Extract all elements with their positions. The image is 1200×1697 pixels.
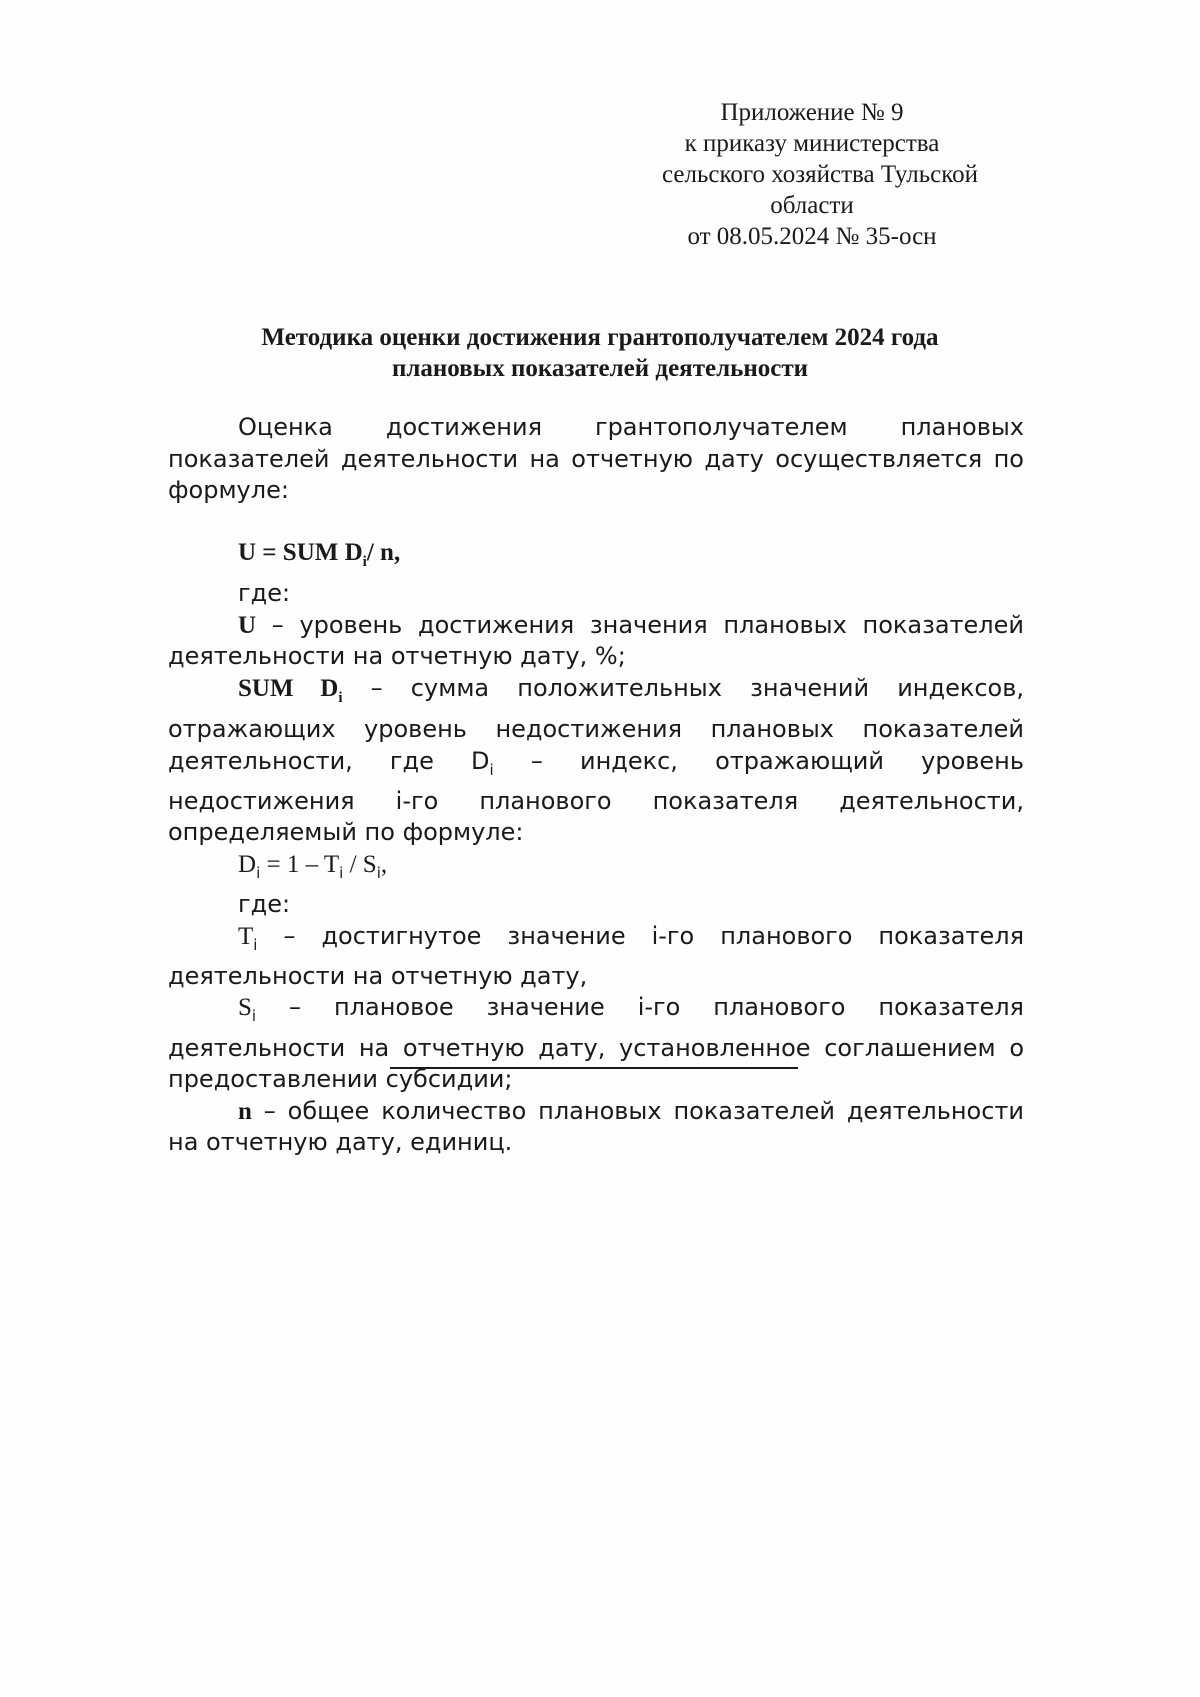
- closing-divider: [390, 1067, 798, 1069]
- definition-n: [168, 1096, 1024, 1159]
- definition-u-word: достижения: [418, 610, 575, 639]
- definition-t-sub: i: [253, 935, 258, 954]
- title-line-2: плановых показателей деятельности: [391, 355, 809, 382]
- appendix-ministry-line: сельского хозяйства Тульской: [662, 161, 979, 188]
- appendix-date-line: от 08.05.2024 № 35-осн: [687, 223, 937, 250]
- definition-sum-sub-2: i: [489, 760, 494, 779]
- definition-u-word: –: [271, 610, 284, 639]
- definition-s-text: – плановое значение i-го планового показателя деятельности на отчетную дату, установленное соглашением о предоставлении субсидии;: [168, 993, 1024, 1094]
- main-formula-lhs: U = SUM D: [238, 538, 363, 566]
- where-label-2: где:: [238, 890, 291, 919]
- where-label-1: где:: [238, 579, 291, 607]
- definition-sum: [168, 673, 1024, 849]
- definition-t-text: – достигнутое значение i-го планового показателя деятельности на отчетную дату,: [168, 921, 1024, 990]
- definition-u-first-line: [168, 610, 1024, 642]
- definition-t-var: T: [238, 922, 254, 950]
- main-formula-sub: i: [362, 553, 367, 570]
- formula-d-slash: / S: [343, 850, 377, 878]
- definition-s: [168, 992, 1024, 1095]
- document-body: [168, 412, 1024, 1159]
- definition-s-sub: i: [251, 1007, 257, 1026]
- formula-d-end: ,: [380, 850, 388, 878]
- definition-n-text: – общее количество плановых показателей деятельности на отчетную дату, единиц.: [168, 1096, 1024, 1157]
- definition-u: [168, 610, 1024, 673]
- definition-sum-var: [238, 674, 343, 706]
- appendix-order-line: к приказу министерства: [684, 130, 940, 157]
- main-formula: [168, 537, 1024, 579]
- formula-d-mid: = 1 – T: [260, 850, 340, 878]
- appendix-number: Приложение № 9: [720, 99, 904, 126]
- definition-sum-var-sub: i: [338, 689, 343, 706]
- title-line-1: Методика оценки достижения грантополучателем 2024 года: [261, 324, 939, 351]
- definition-sum-text-1: – сумма положительных значений индексов, отражающих уровень недостижения плановых показателей деятельности, где D: [168, 673, 1025, 775]
- definition-u-word: плановых: [723, 610, 847, 639]
- intro-paragraph: Оценка достижения грантополучателем плановых показателей деятельности на отчетную дату осуществляется по формуле:: [168, 413, 1024, 504]
- formula-s-sub: i: [376, 863, 381, 882]
- document-title: [165, 322, 1035, 384]
- definition-u-word: уровень: [299, 610, 403, 639]
- definition-u-var: U: [238, 611, 257, 639]
- definition-u-word: показателей: [862, 610, 1024, 639]
- definition-n-var: n: [238, 1097, 252, 1125]
- definition-u-continuation: деятельности на отчетную дату, %;: [168, 642, 626, 670]
- appendix-block: [662, 97, 979, 252]
- definition-sum-var-text: SUM D: [238, 674, 339, 702]
- formula-d-var: D: [238, 850, 257, 878]
- definition-u-word: значения: [589, 610, 708, 639]
- formula-t-sub: i: [339, 863, 344, 882]
- formula-d: [168, 849, 1024, 889]
- definition-sum-text-2: – индекс, отражающий уровень недостижения i-го планового показателя деятельности, определяемый по формуле:: [168, 746, 1025, 847]
- formula-d-sub: i: [256, 863, 261, 882]
- appendix-region-line: области: [770, 192, 854, 219]
- definition-s-var: S: [238, 994, 252, 1022]
- main-formula-rhs: / n,: [366, 538, 401, 566]
- definition-t: [168, 921, 1024, 993]
